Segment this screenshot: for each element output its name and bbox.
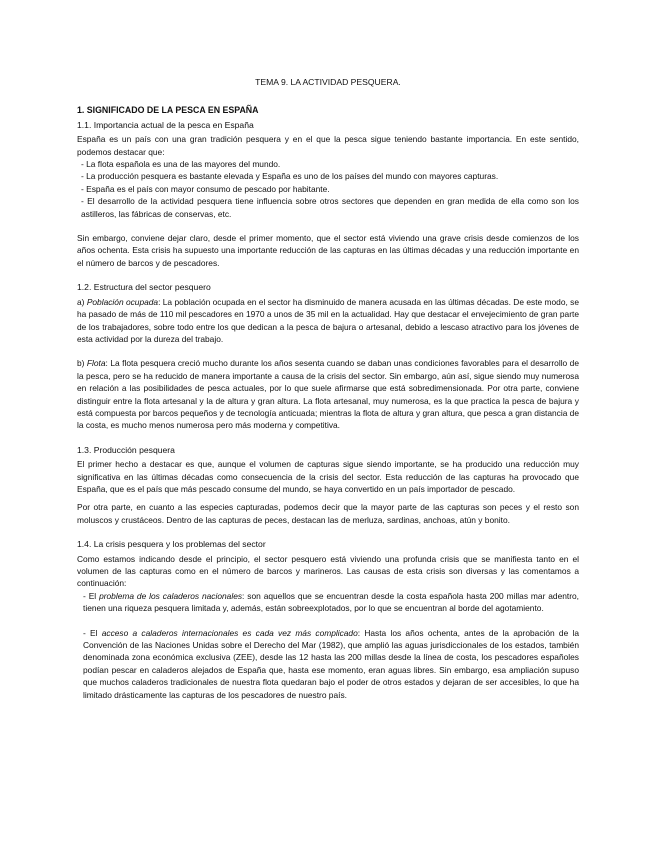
section-1-3-heading: 1.3. Producción pesquera <box>77 444 175 455</box>
section-1-2-heading: 1.2. Estructura del sector pesquero <box>77 282 211 293</box>
item-term: Población ocupada <box>86 296 159 307</box>
section-1-4-intro: Como estamos indicando desde el principio, el sector pesquero está viviendo una profunda crisis que se manifiesta tanto en el volumen de las capturas como en el número de barcos y marineros. Las causas de esta crisis son diversas y las comentamos a continuación: <box>77 553 579 589</box>
item-term: Flota <box>86 358 106 369</box>
section-1-4-heading: 1.4. La crisis pesquera y los problemas del sector <box>77 539 266 550</box>
item-text: : Hasta los años ochenta, antes de la aprobación de la Convención de las Naciones Unidas sobre el Derecho del Mar (1982), que amplió las aguas jurisdiccionales de los estados, también denominada zona económica exclusiva (ZEE), desde las 12 hasta las 200 millas desde la línea de costa, los pescadores españoles podían pescar en caladeros alejados de España que, hasta ese momento, eran aguas libres. Sin embargo, esa ampliación supuso que muchos caladeros tradicionales de nuestra flota quedaran bajo el poder de otros estados y dejaran de ser accesibles, lo que ha limitado drásticamente las capturas de los pescadores de nuestro país. <box>83 627 580 700</box>
section-1-1-bullet-list <box>77 158 579 220</box>
section-1-3-paragraph-1: El primer hecho a destacar es que, aunque el volumen de capturas sigue siendo importante, se ha producido una reducción muy significativa en las últimas décadas como consecuencia de la crisis del sector. Esta reducción de las capturas ha provocado que España, que es el país que más pescado consume del mundo, se haya convertido en un país importador de pescado. <box>77 459 579 494</box>
section-1-4-item-1 <box>77 590 579 615</box>
list-item: - España es el país con mayor consumo de pescado por habitante. <box>81 183 330 194</box>
item-text: : La población ocupada en el sector ha disminuido de manera acusada en las últimas décadas. De este modo, se ha pasado de más de 110 mil pescadores en 1970 a unos de 35 mil en la actualidad. Hay que destacar el envejecimiento de gran parte de los trabajadores, sobre todo entre los que dedican a la pesca de bajura o artesanal, debido a lescaso atractivo para los jóvenes de esta actividad por la dureza del trabajo. <box>77 296 580 344</box>
list-item: - El desarrollo de la actividad pesquera tiene influencia sobre otros sectores que dependen en gran medida de ella como son los astilleros, las fábricas de conservas, etc. <box>81 196 579 219</box>
section-1-1-heading: 1.1. Importancia actual de la pesca en España <box>77 119 254 130</box>
document-title: TEMA 9. LA ACTIVIDAD PESQUERA. <box>255 77 401 87</box>
item-text: : La flota pesquera creció mucho durante los años sesenta cuando se daban unas condiciones favorables para el desarrollo de la pesca, pero se ha reducido de manera importante a causa de la crisis del sector. Sin embargo, aún así, sigue siendo muy numerosa en relación a las posibilidades de pesca actuales, por lo que suele afirmarse que está sobredimensionada. Por otra parte, conviene distinguir entre la flota artesanal y la de altura y gran altura. La flota artesanal, muy numerosa, es la que practica la pesca de bajura y está compuesta por barcos pequeños y de tecnología anticuada; mientras la flota de altura y gran altura, que pesca a gran distancia de la costa, es mucho menos numerosa pero más moderna y competitiva. <box>77 358 579 431</box>
document-page <box>77 76 579 701</box>
item-prefix: - El <box>83 590 100 601</box>
section-1-heading: 1. SIGNIFICADO DE LA PESCA EN ESPAÑA <box>77 105 259 116</box>
section-1-4-item-2 <box>77 627 579 701</box>
item-label: b) <box>77 358 87 369</box>
list-item: - La producción pesquera es bastante elevada y España es uno de los países del mundo con mayores capturas. <box>81 171 499 182</box>
item-term: acceso a caladeros internacionales es cada vez más complicado <box>101 627 358 638</box>
list-item: - La flota española es una de las mayores del mundo. <box>81 159 281 170</box>
section-1-1-crisis-paragraph: Sin embargo, conviene dejar claro, desde el primer momento, que el sector está viviendo una grave crisis desde comienzos de los años ochenta. Esta crisis ha supuesto una importante reducción de las capturas en las últimas décadas y una reducción importante en el número de barcos y de pescadores. <box>77 233 579 268</box>
item-prefix: - El <box>83 627 102 638</box>
section-1-3-paragraph-2: Por otra parte, en cuanto a las especies capturadas, podemos decir que la mayor parte de las capturas son peces y el resto son moluscos y crustáceos. Dentro de las capturas de peces, destacan las de merluza, sardinas, anchoas, atún y bonito. <box>77 502 579 525</box>
item-term: problema de los caladeros nacionales <box>99 590 243 601</box>
section-1-2-paragraph-b <box>77 357 579 431</box>
section-1-2-paragraph-a <box>77 296 579 346</box>
item-label: a) <box>77 296 87 307</box>
item-text: : son aquellos que se encuentran desde la costa española hasta 200 millas mar adentro, tienen una riqueza pesquera limitada y, además, están sobreexplotados, por lo que se encuentran al borde del agotamiento. <box>83 590 580 614</box>
section-1-1-intro: España es un país con una gran tradición pesquera y en el que la pesca sigue teniendo bastante importancia. En este sentido, podemos destacar que: <box>77 134 579 157</box>
